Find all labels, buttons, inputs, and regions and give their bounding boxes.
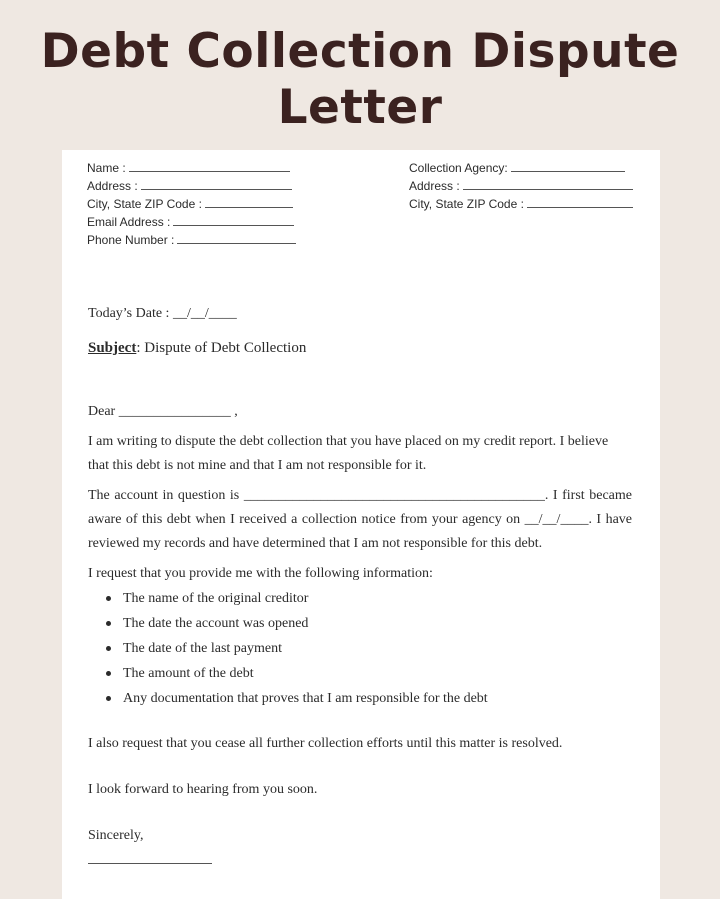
sender-name-row (87, 159, 296, 177)
sender-city-label: City, State ZIP Code : (87, 197, 202, 211)
subject-text: : Dispute of Debt Collection (136, 340, 307, 356)
agency-address-field[interactable] (463, 178, 633, 190)
paragraph-cease: I also request that you cease all further collection efforts until this matter is resolved. (88, 736, 563, 751)
closing-salutation: Sincerely, (88, 828, 144, 843)
subject-label: Subject (88, 340, 137, 356)
list-item: The date of the last payment (106, 636, 488, 661)
date-line: Today’s Date : __/__/____ (88, 306, 237, 321)
sender-city-field[interactable] (205, 196, 293, 208)
sender-phone-label: Phone Number : (87, 233, 175, 247)
sender-address-field[interactable] (141, 178, 292, 190)
agency-name-field[interactable] (511, 160, 625, 172)
agency-city-field[interactable] (527, 196, 633, 208)
agency-address-row (409, 177, 633, 195)
list-item: Any documentation that proves that I am responsible for the debt (106, 686, 488, 711)
sender-email-field[interactable] (173, 214, 294, 226)
agency-block (409, 159, 633, 213)
agency-address-label: Address : (409, 179, 460, 193)
sender-city-row (87, 195, 296, 213)
sender-name-label: Name : (87, 161, 126, 175)
sender-address-row (87, 177, 296, 195)
sender-phone-field[interactable] (177, 232, 296, 244)
sender-email-label: Email Address : (87, 215, 171, 229)
paragraph-closing: I look forward to hearing from you soon. (88, 782, 318, 797)
agency-city-label: City, State ZIP Code : (409, 197, 524, 211)
list-item: The amount of the debt (106, 661, 488, 686)
sender-block (87, 159, 296, 249)
agency-name-row (409, 159, 633, 177)
signature-line[interactable] (88, 863, 212, 864)
page-title: Debt Collection Dispute Letter (40, 24, 680, 135)
list-item: The name of the original creditor (106, 586, 488, 611)
salutation: Dear ________________ , (88, 404, 238, 419)
sender-phone-row (87, 231, 296, 249)
letter-sheet (62, 150, 660, 899)
sender-name-field[interactable] (129, 160, 290, 172)
sender-address-label: Address : (87, 179, 138, 193)
request-list (106, 586, 488, 711)
agency-name-label: Collection Agency: (409, 161, 508, 175)
paragraph-dispute: I am writing to dispute the debt collection that you have placed on my credit report. I believe that this debt is not mine and that I am not responsible for it. (88, 434, 609, 473)
list-item: The date the account was opened (106, 611, 488, 636)
sender-email-row (87, 213, 296, 231)
paragraph-account: The account in question is ___________________________________________. I first became aware of this debt when I received a collection notice from your agency on __/__/____. I have reviewed my records and have determined that I am not responsible for this debt. (88, 488, 632, 551)
paragraph-request: I request that you provide me with the following information: (88, 566, 433, 581)
agency-city-row (409, 195, 633, 213)
subject-line (88, 336, 632, 360)
